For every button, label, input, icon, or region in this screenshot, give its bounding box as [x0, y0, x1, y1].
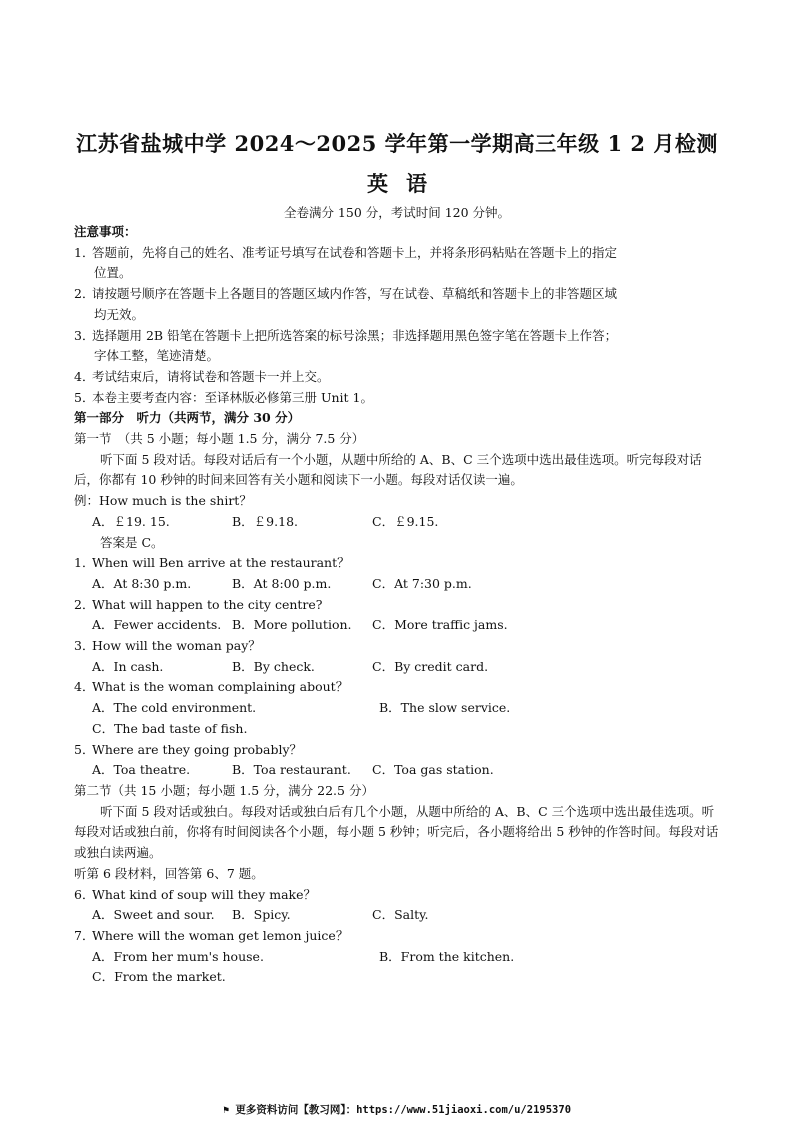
option: C．By credit card. — [372, 658, 489, 674]
material-note: 听第 6 段材料，回答第 6、7 题。 — [74, 865, 264, 881]
notice-item: 1．答题前，先将自己的姓名、准考证号填写在试卷和答题卡上，并将条形码粘贴在答题卡上的指定 — [74, 244, 618, 260]
question-options — [74, 657, 722, 678]
option: B．The slow service. — [379, 700, 511, 716]
section2-heading: 第二节（共 15 小题；每小题 1.5 分，满分 22.5 分） — [74, 782, 374, 798]
option: B．￡9.18. — [232, 513, 298, 529]
option: B．From the kitchen. — [379, 948, 515, 964]
option: C．Salty. — [372, 907, 429, 923]
question-options — [74, 615, 722, 636]
exam-title: 江苏省盐城中学 2024～2025 学年第一学期高三年级 1 2 月检测 — [76, 131, 718, 156]
notice-item-cont: 均无效。 — [94, 306, 145, 322]
question-options — [74, 967, 722, 988]
option: C．The bad taste of fish. — [92, 720, 248, 736]
footer-link[interactable] — [0, 1102, 794, 1117]
section1-heading: 第一节 （共 5 小题；每小题 1.5 分，满分 7.5 分） — [74, 431, 365, 447]
question-text: What is the woman complaining about？ — [92, 679, 349, 695]
question-options — [74, 719, 722, 740]
option: A．The cold environment. — [92, 700, 257, 716]
option: A．At 8:30 p.m. — [92, 575, 192, 591]
question-text: What will happen to the city centre? — [92, 596, 323, 612]
option: B．More pollution. — [232, 617, 352, 633]
question-text: Where will the woman get lemon juice？ — [92, 927, 349, 943]
footer-text[interactable]: 更多资料访问【教习网】：https://www.51jiaoxi.com/u/2195370 — [235, 1104, 572, 1116]
question-options — [74, 760, 722, 781]
example-answer: 答案是 C。 — [100, 534, 164, 550]
notice-list — [74, 243, 722, 409]
option: B．By check. — [232, 658, 315, 674]
notice-item-cont: 位置。 — [94, 265, 132, 281]
question-options — [74, 574, 722, 595]
question-4: 4．What is the woman complaining about？ A．The cold environment. B．The slow service. C．The bad taste of fish. — [74, 677, 722, 739]
question-2: 2．What will happen to the city centre? A．Fewer accidents. B．More pollution. C．More traffic jams. — [74, 595, 722, 636]
example-options — [74, 512, 722, 533]
question-5: 5．Where are they going probably？ A．Toa theatre. B．Toa restaurant. C．Toa gas station. — [74, 740, 722, 781]
question-text: Where are they going probably？ — [92, 741, 303, 757]
score-info: 全卷满分 150 分，考试时间 120 分钟。 — [283, 205, 511, 220]
exam-body — [74, 222, 722, 988]
notice-heading: 注意事项： — [74, 224, 137, 239]
flag-icon: ⚑ — [222, 1105, 229, 1116]
section1-instructions: 听下面 5 段对话。每段对话后有一个小题，从题中所给的 A、B、C 三个选项中选出最佳选项。听完每段对话后，你都有 10 秒钟的时间来回答有关小题和阅读下一小题。每段对话仅读一遍。 — [74, 451, 702, 488]
question-options — [74, 905, 722, 926]
notice-item: 3．选择题用 2B 铅笔在答题卡上把所选答案的标号涂黑；非选择题用黑色签字笔在答题卡上作答； — [74, 327, 618, 343]
question-6: 6．What kind of soup will they make？ A．Sweet and sour. B．Spicy. C．Salty. — [74, 885, 722, 926]
option: A．From her mum's house. — [92, 948, 264, 964]
example-question: 例：How much is the shirt？ — [74, 493, 252, 509]
option: A．In cash. — [92, 658, 164, 674]
notice-item: 5．本卷主要考查内容：至译林版必修第三册 Unit 1。 — [74, 389, 374, 405]
option: A．￡19. 15. — [92, 513, 170, 529]
question-text: When will Ben arrive at the restaurant？ — [92, 555, 350, 571]
option: C．At 7:30 p.m. — [372, 575, 472, 591]
option: B．Toa restaurant. — [232, 762, 351, 778]
option: C．From the market. — [92, 969, 226, 985]
section2-instructions: 听下面 5 段对话或独白。每段对话或独白后有几个小题，从题中所给的 A、B、C 三个选项中选出最佳选项。听每段对话或独白前，你将有时间阅读各个小题，每小题 5 秒钟；听完后，各小题将给出 5 秒钟的作答时间。每段对话或独白读两遍。 — [74, 803, 719, 861]
option: C．Toa gas station. — [372, 762, 494, 778]
question-7: 7．Where will the woman get lemon juice？ A．From her mum's house. B．From the kitchen. C．From the market. — [74, 926, 722, 988]
notice-item: 4．考试结束后，请将试卷和答题卡一并上交。 — [74, 368, 330, 384]
part1-heading: 第一部分 听力（共两节，满分 30 分） — [74, 410, 301, 426]
question-options — [74, 947, 722, 968]
notice-item: 2．请按题号顺序在答题卡上各题目的答题区域内作答，写在试卷、草稿纸和答题卡上的非答题区域 — [74, 286, 618, 302]
option: B．At 8:00 p.m. — [232, 575, 332, 591]
question-3: 3．How will the woman pay？ A．In cash. B．By check. C．By credit card. — [74, 636, 722, 677]
option: A．Sweet and sour. — [92, 907, 215, 923]
option: A．Fewer accidents. — [92, 617, 222, 633]
question-options — [74, 698, 722, 719]
option: A．Toa theatre. — [92, 762, 191, 778]
notice-item-cont: 字体工整，笔迹清楚。 — [94, 348, 220, 364]
question-text: How will the woman pay？ — [92, 638, 261, 654]
option: B．Spicy. — [232, 907, 291, 923]
option: C．￡9.15. — [372, 513, 439, 529]
question-1: 1．When will Ben arrive at the restaurant？ A．At 8:30 p.m. B．At 8:00 p.m. C．At 7:30 p.m. — [74, 553, 722, 594]
option: C．More traffic jams. — [372, 617, 508, 633]
subject-title: 英语 — [367, 171, 445, 196]
question-text: What kind of soup will they make？ — [92, 886, 316, 902]
